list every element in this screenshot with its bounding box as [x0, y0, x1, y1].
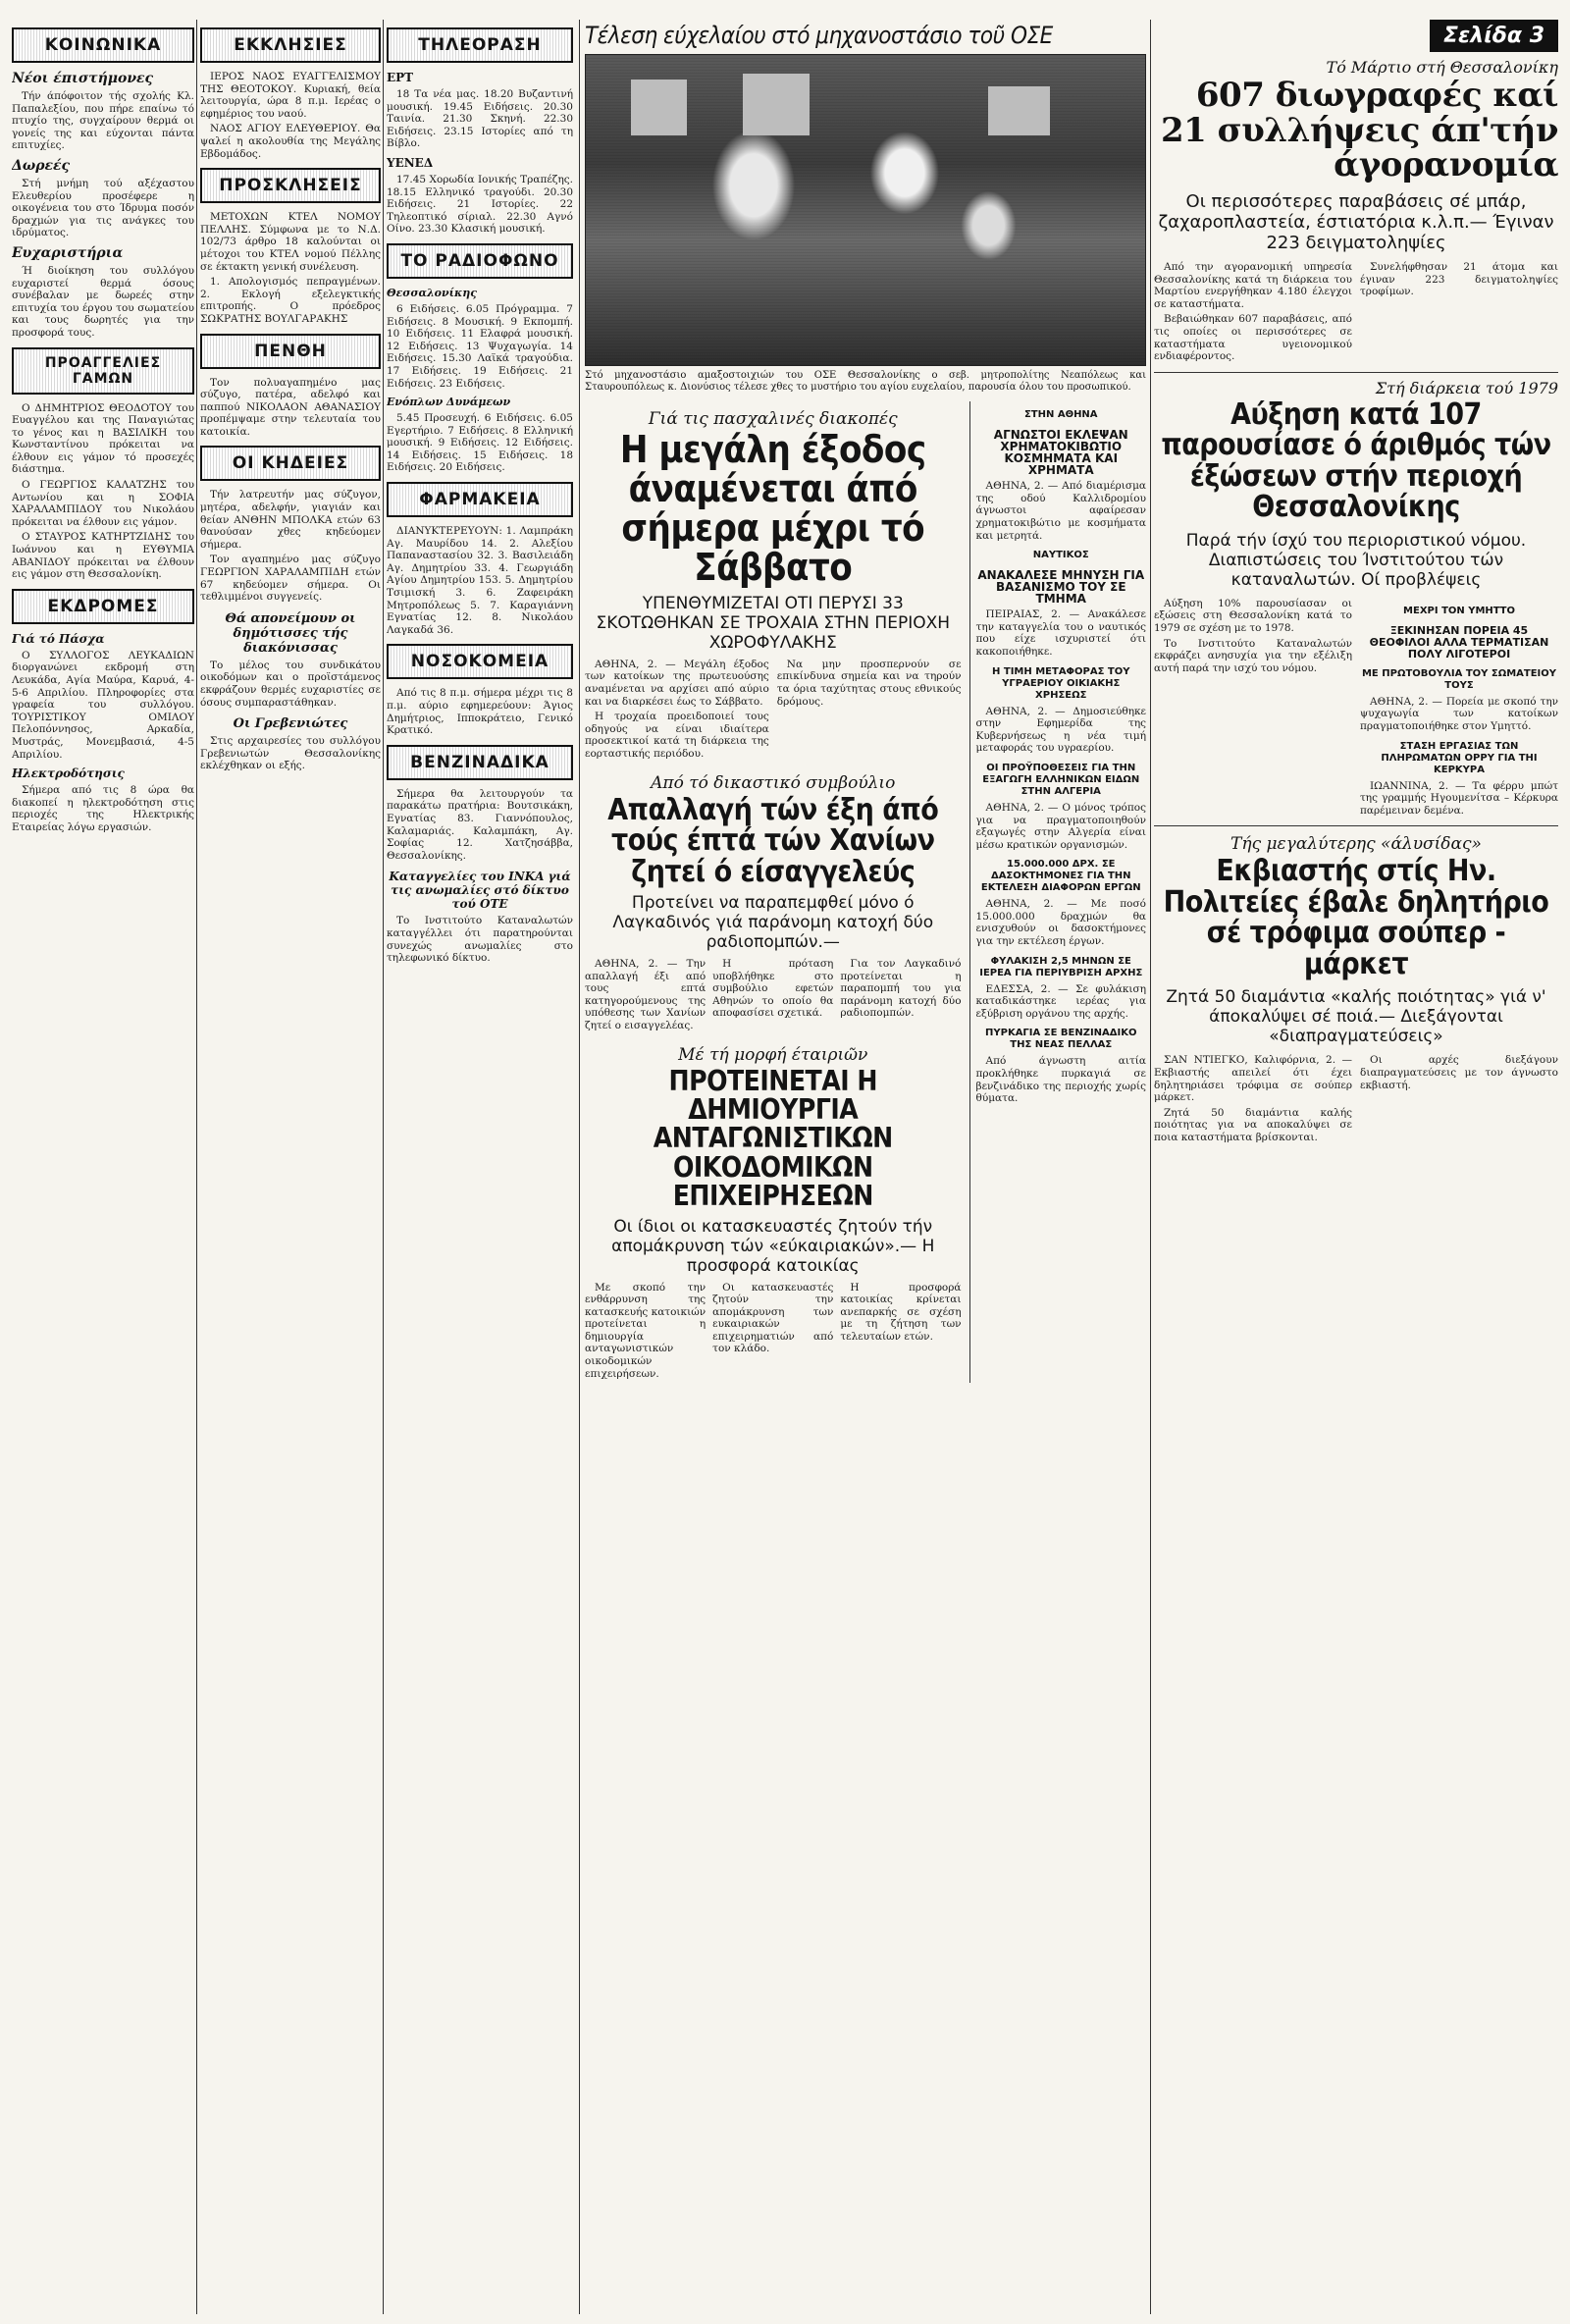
- article-body: Ή διοίκηση του συλλόγου ευχαριστεί θερμά όσους συνέβαλαν με δωρεές στην επιτυχία του έργου του σωματείου και τους δωρητές για την προσφορά τους.: [12, 264, 194, 339]
- kicker: Τό Μάρτιο στή Θεσσαλονίκη: [1326, 58, 1558, 77]
- subhead: Θά απονείμουν οι δημότισσες τής διακόνισσας: [225, 610, 356, 656]
- article-body: ΔΙΑΝΥΚΤΕΡΕΥΟΥΝ: 1. Λαμπράκη Αγ. Μαυρίδου 14. 2. Αλεξίου Παπαναστασίου 32. 3. Βασιλειάδη Αγ. Δημητρίου 33. 4. Γεωργιάδη Αγίου Δημητρίου 153. 5. Δημητρίου Τσιμισκή 3. 6. Ζαφειράκη Μητροπόλεως 5. 7. Καραγιάννη Εγνατίας 12. 8. Νικολάου Λαγκαδά 36.: [387, 525, 573, 636]
- article-body: ΑΘΗΝΑ, 2. — Από διαμέρισμα της οδού Καλλιδρομίου άγνωστοι αφαίρεσαν χρηματοκιβώτιο με κοσμήματα και μετρητά.: [975, 480, 1146, 542]
- article-body: ΣΑΝ ΝΤΙΕΓΚΟ, Καλιφόρνια, 2. — Εκβιαστής απειλεί ότι έχει δηλητηριάσει τρόφιμα σε σούπερ μάρκετ. Ζητά 50 διαμάντια καλής ποιότητας για να αποκαλύψει σε ποια καταστήματα βρίσκονται.: [1154, 1054, 1352, 1143]
- subhead: ΥΕΝΕΔ: [387, 155, 434, 170]
- article-body: Από την αγορανομική υπηρεσία Θεσσαλονίκης κατά τη διάρκεια του Μαρτίου ενεργήθηκαν 4.180 έλεγχοι σε καταστήματα. Βεβαιώθηκαν 607 παραβάσεις, από τις οποίες οι περισσότερες σε καταστήματα υγειονομικού ενδιαφέροντος.: [1154, 261, 1352, 363]
- article-body: 17.45 Χορωδία Ιονικής Τραπέζης. 18.15 Ελληνικό τραγούδι. 20.30 Ειδήσεις. 21 Ιστορίες. 22 Τηλεοπτικό σίριαλ. 22.30 Αγνό Οίνο. 23.30 Κλασική μουσική.: [387, 173, 573, 236]
- subhead: Οι Γρεβενιώτες: [233, 716, 348, 732]
- briefs-column: [969, 401, 1146, 1383]
- brief-headline: ΞΕΚΙΝΗΣΑΝ ΠΟΡΕΙΑ 45 ΘΕΟΦΙΛΟΙ ΑΛΛΑ ΤΕΡΜΑΤΙΣΑΝ ΠΟΛΥ ΛΙΓΟΤΕΡΟΙ: [1369, 623, 1549, 660]
- section-header-tv: ΤΗΛΕΟΡΑΣΗ: [387, 27, 573, 63]
- deck: Οι ίδιοι οι κατασκευαστές ζητούν τήν απομάκρυνση τών «εύκαιριακών».— Η προσφορά κατοικίας: [611, 1216, 935, 1276]
- column-tv-radio: [387, 20, 573, 2306]
- article-body: Η προσφορά κατοικίας κρίνεται ανεπαρκής σε σχέση με τη ζήτηση των τελευταίων ετών.: [840, 1281, 962, 1343]
- headline: Απαλλαγή τών έξη άπό τούς έπτά τών Χανίων ζητεί ό είσαγγελεύς: [607, 792, 939, 889]
- deck: Ζητά 50 διαμάντια «καλής ποιότητας» γιά ν' άποκαλύψει σέ ποιά.— Διεξάγονται «διαπραγματεύσεις»: [1166, 987, 1546, 1047]
- kicker: Στή διάρκεια τού 1979: [1375, 378, 1558, 397]
- article-body: Από τις 8 π.μ. σήμερα μέχρι τις 8 π.μ. αύριο εφημερεύουν: Άγιος Δημήτριος, Ιπποκράτειο, Γενικό Κρατικό.: [387, 687, 573, 737]
- headline: Αύξηση κατά 107 παρουσίασε ό άριθμός τών έξώσεων στήν περιοχή Θεσσαλονίκης: [1161, 396, 1551, 525]
- subhead: ΕΡΤ: [387, 71, 414, 84]
- article-body: Τήν λατρευτήν μας σύζυγον, μητέρα, αδελφήν, γιαγιάν και θείαν ΑΝΘΗΝ ΜΠΟΛΚΑ ετών 63 θανούσαν χθες κηδεύομεν σήμερα. Τον αγαπημένο μας σύζυγο ΓΕΩΡΓΙΟΝ ΧΑΡΑΛΑΜΠΙΔΗ ετών 67 κηδεύομεν σήμερα. Οι τεθλιμμένοι συγγενείς.: [200, 489, 381, 604]
- lead-story: [585, 401, 962, 1383]
- article-body: Τήν άπόφοιτον τής σχολής Κλ. Παπαλεξίου, που πήρε επαίνω τό πτυχίο της, συγχαίρουν θερμά οι γονείς της και εύχονται πάντα επιτυχίες.: [12, 90, 194, 152]
- article-body: Τον πολυαγαπημένο μας σύζυγο, πατέρα, αδελφό και παππού ΝΙΚΟΛΑΟΝ ΑΘΑΝΑΣΙΟΥ προπέμψαμε στην τελευταία του κατοικία.: [200, 376, 381, 438]
- deck: Παρά τήν ίσχύ του περιοριστικού νόμου. Διαπιστώσεις του Ίνστιτούτου τών καταναλωτών. Οί προβλέψεις: [1185, 530, 1527, 590]
- middle-row: [585, 401, 1146, 1383]
- article-body: Σήμερα θα λειτουργούν τα παρακάτω πρατήρια: Βουτσικάκη, Εγνατίας 83. Γιαννόπουλος, Καλαμαριάς. Καλαμπάκη, Αγ. Σοφίας 12. Χατζησάββα, Θεσσαλονίκης.: [387, 787, 573, 862]
- brief-headline: ΠΥΡΚΑΓΙΑ ΣΕ ΒΕΝΖΙΝΑΔΙΚΟ ΤΗΣ ΝΕΑΣ ΠΕΛΛΑΣ: [985, 1028, 1137, 1051]
- kicker: Τής μεγαλύτερης «άλυσίδας»: [1230, 834, 1482, 855]
- brief-headline: Η ΤΙΜΗ ΜΕΤΑΦΟΡΑΣ ΤΟΥ ΥΓΡΑΕΡΙΟΥ ΟΙΚΙΑΚΗΣ ΧΡΗΣΕΩΣ: [992, 665, 1130, 701]
- section-header-radio: ΤΟ ΡΑΔΙΟΦΩΝΟ: [387, 243, 573, 279]
- subhead: Ευχαριστήρια: [12, 244, 124, 261]
- kicker: Μέ τή μορφή έταιριῶν: [678, 1044, 868, 1065]
- story-columns: [1154, 1054, 1558, 1146]
- article-body: Στις αρχαιρεσίες του συλλόγου Γρεβενιωτών Θεσσαλονίκης εκλέχθηκαν οι εξής.: [200, 735, 381, 772]
- page-tag-wrap: [1154, 20, 1558, 52]
- subhead: Νέοι έπιστήμονες: [12, 71, 154, 86]
- article-body: Από άγνωστη αιτία προκλήθηκε πυρκαγιά σε βενζινάδικο της περιοχής χωρίς θύματα.: [975, 1055, 1146, 1105]
- top-row: [585, 54, 1146, 401]
- article-body: ΑΘΗΝΑ, 2. — Με ποσό 15.000.000 δραχμών θα ενισχυθούν οι δασοκτήμονες για την εκτέλεση έργων.: [975, 898, 1146, 948]
- column-rule: [196, 20, 197, 2314]
- brief-headline: ΣΤΑΣΗ ΕΡΓΑΣΙΑΣ ΤΩΝ ΠΛΗΡΩΜΑΤΩΝ ΟΡΡΥ ΓΙΑ ΤΗΙ ΚΕΡΚΥΡΑ: [1381, 740, 1538, 775]
- article-body: Το μέλος του συνδικάτου οικοδόμων και ο προϊστάμενος εκφράζουν θερμές ευχαριστίες σε όσους συμπαραστάθηκαν.: [200, 659, 381, 709]
- article-body: Ο ΣΥΛΛΟΓΟΣ ΛΕΥΚΑΔΙΩΝ διοργανώνει εκδρομή στη Λευκάδα, Αγία Μαύρα, Καρυά, 4-5-6 Απριλίου. Πληροφορίες στα γραφεία του συλλόγου. ΤΟΥΡΙΣΤΙΚΟΥ ΟΜΙΛΟΥ Πελοπόννησος, Αρκαδία, Μυστράς, Μονεμβασιά, 4-5 Απριλίου.: [12, 649, 194, 761]
- page-number: Σελίδα 3: [1430, 20, 1558, 52]
- article-body: 18 Τα νέα μας. 18.20 Βυζαντινή μουσική. 19.45 Ειδήσεις. 20.30 Ταινία. 21.30 Σκηνή. 22.30 Ειδήσεις. 23.15 Ιστορίες από τη Βίβλο.: [387, 88, 573, 150]
- brief-headline: 15.000.000 ΔΡΧ. ΣΕ ΔΑΣΟΚΤΗΜΟΝΕΣ ΓΙΑ ΤΗΝ ΕΚΤΕΛΕΣΗ ΔΙΑΦΟΡΩΝ ΕΡΓΩΝ: [980, 859, 1141, 894]
- brief-headline: ΑΓΝΩΣΤΟΙ ΕΚΛΕΨΑΝ ΧΡΗΜΑΤΟΚΙΒΩΤΙΟ ΚΟΣΜΗΜΑΤΑ ΚΑΙ ΧΡΗΜΑΤΑ: [993, 428, 1128, 478]
- article-body: ΜΕΤΟΧΩΝ ΚΤΕΛ ΝΟΜΟΥ ΠΕΛΛΗΣ. Σύμφωνα με το Ν.Δ. 102/73 άρθρο 18 καλούνται οι μέτοχοι του ΚΤΕΛ νομού Πέλλης σε έκτακτη γενική συνέλευση. 1. Απολογισμός πεπραγμένων. 2. Εκλογή εξελεγκτικής επιτροπής. Ο πρόεδρος ΣΩΚΡΑΤΗΣ ΒΟΥΛΓΑΡΑΚΗΣ: [200, 211, 381, 325]
- article-body: 5.45 Προσευχή. 6 Ειδήσεις. 6.05 Εγερτήριο. 7 Ειδήσεις. 8 Ελληνική μουσική. 9 Ειδήσεις. 12 Ειδήσεις. 14 Ειδήσεις. 15 Ειδήσεις. 18 Ειδήσεις. 20 Ειδήσεις.: [387, 412, 573, 474]
- section-header-pharmacies: ΦΑΡΜΑΚΕΙΑ: [387, 482, 573, 517]
- column-rule: [579, 20, 580, 2314]
- article-body: ΑΘΗΝΑ, 2. — Πορεία με σκοπό την ψυχαγωγία των κατοίκων πραγματοποιήθηκε στον Υμηττό.: [1360, 695, 1558, 732]
- column-center: [585, 24, 1146, 2310]
- section-header-invites: ΠΡΟΣΚΛΗΣΕΙΣ: [200, 168, 381, 203]
- sidebar-story: [1360, 598, 1558, 820]
- subhead: Καταγγελίες του ΙΝΚΑ γιά τις ανωμαλίες στό δίκτυο τού ΟΤΕ: [389, 870, 571, 912]
- brief-headline: ΑΝΑΚΑΛΕΣΕ ΜΗΝΥΣΗ ΓΙΑ ΒΑΣΑΝΙΣΜΟ ΤΟΥ ΣΕ ΤΜΗΜΑ: [977, 568, 1145, 607]
- brief-headline: ΟΙ ΠΡΟΫΠΟΘΕΣΕΙΣ ΓΙΑ ΤΗΝ ΕΞΑΓΩΓΗ ΕΛΛΗΝΙΚΩΝ ΕΙΔΩΝ ΣΤΗΝ ΑΛΓΕΡΙΑ: [982, 762, 1140, 797]
- headline: ΠΡΟΤΕΙΝΕΤΑΙ Η ΔΗΜΙΟΥΡΓΙΑ ΑΝΤΑΓΩΝΙΣΤΙΚΩΝ ΟΙΚΟΔΟΜΙΚΩΝ ΕΠΙΧΕΙΡΗΣΕΩΝ: [653, 1064, 893, 1213]
- column-rule: [1150, 20, 1151, 2314]
- article-body: ΙΕΡΟΣ ΝΑΟΣ ΕΥΑΓΓΕΛΙΣΜΟΥ ΤΗΣ ΘΕΟΤΟΚΟΥ. Κυριακή, θεία λειτουργία, ώρα 8 π.μ. Ιερέας ο εφημέριος του ναού. ΝΑΟΣ ΑΓΙΟΥ ΕΛΕΥΘΕΡΙΟΥ. Θα ψαλεί η ακολουθία της Μεγάλης Εβδομάδος.: [200, 71, 381, 160]
- deck: Προτείνει να παραπεμφθεί μόνο ό Λαγκαδινός γιά παράνομη κατοχή δύο ραδιοπομπών.—: [612, 893, 934, 952]
- article-body: Η πρόταση υποβλήθηκε στο συμβούλιο εφετών Αθηνών το οποίο θα αποφασίσει σχετικά.: [712, 958, 834, 1020]
- story-columns: [1154, 598, 1558, 820]
- kicker: Από τό δικαστικό συμβούλιο: [651, 772, 896, 793]
- article-body: Να μην προσπερνούν σε επικίνδυνα σημεία και να τηρούν τα όρια ταχύτητας στους εθνικούς δρόμους.: [776, 658, 962, 708]
- article-body: Οι αρχές διεξάγουν διαπραγματεύσεις με τον άγνωστο εκβιαστή.: [1360, 1054, 1558, 1091]
- article-body: ΕΔΕΣΣΑ, 2. — Σε φυλάκιση καταδικάστηκε ιερέας για εξύβριση οργάνου της αρχής.: [975, 982, 1146, 1020]
- article-body: ΑΘΗΝΑ, 2. — Την απαλλαγή έξι από τους επτά κατηγορούμενους της υπόθεσης των Χανίων ζητεί ο εισαγγελέας.: [585, 958, 706, 1031]
- article-body: Αύξηση 10% παρουσίασαν οι εξώσεις στη Θεσσαλονίκη κατά το 1979 σε σχέση με το 1978. Το Ινστιτούτο Καταναλωτών εκφράζει ανησυχία για την εξέλιξη αυτή παρά την ισχύ του νόμου.: [1154, 597, 1352, 674]
- section-header-mourning: ΠΕΝΘΗ: [200, 334, 381, 369]
- article-body: Στή μνήμη τού αξέχαστου Ελευθερίου προσέφερε η οικογένεια του στο Ίδρυμα ποσόν δραχμών για τις ανάγκες του ιδρύματος.: [12, 177, 194, 239]
- section-header-social: ΚΟΙΝΩΝΙΚΑ: [12, 27, 194, 63]
- subhead: Δωρεές: [12, 157, 71, 174]
- article-body: Σήμερα από τις 8 ώρα θα διακοπεί η ηλεκτροδότηση στις περιοχές της Ηλεκτρικής Εταιρείας λόγω εργασιών.: [12, 784, 194, 833]
- subhead: ΣΤΗΝ ΑΘΗΝΑ: [1023, 409, 1098, 421]
- headline: Εκβιαστής στίς Ην. Πολιτείες έβαλε δηλητήριο σέ τρόφιμα σούπερ - μάρκετ: [1163, 854, 1549, 981]
- headline: Η μεγάλη έξοδος άναμένεται άπό σήμερα μέχρι τό Σάββατο: [619, 428, 926, 589]
- column-rule: [383, 20, 384, 2314]
- story-columns: [1154, 261, 1558, 366]
- subhead: Ηλεκτροδότησις: [12, 766, 125, 781]
- subhead: ΜΕΧΡΙ ΤΟΝ ΥΜΗΤΤΟ: [1403, 605, 1515, 616]
- subhead: ΝΑΥΤΙΚΟΣ: [1032, 550, 1089, 561]
- subhead: Ενόπλων Δυνάμεων: [387, 396, 511, 409]
- article-body: ΑΘΗΝΑ, 2. — Ο μόνος τρόπος για να πραγματοποιηθούν εξαγωγές στην Αλγερία είναι μέσω κρατικών οργανισμών.: [975, 801, 1146, 851]
- article-body: ΙΩΑΝΝΙΝΑ, 2. — Τα φέρρυ μπώτ της γραμμής Ηγουμενίτσα – Κέρκυρα παρέμειναν δεμένα.: [1360, 779, 1558, 817]
- column-right: [1154, 20, 1558, 2306]
- section-header-church: ΕΚΚΛΗΣΙΕΣ: [200, 27, 381, 63]
- article-body: Οι κατασκευαστές ζητούν την απομάκρυνση των ευκαιριακών επιχειρηματιών από τον κλάδο.: [712, 1281, 834, 1355]
- photo-block: [585, 54, 1146, 401]
- article-body: Το Ινστιτούτο Καταναλωτών καταγγέλλει ότι παρατηρούνται συνεχώς ανωμαλίες στο τηλεφωνικό δίκτυο.: [387, 915, 573, 965]
- story-columns: [585, 659, 962, 764]
- section-header-fuel: ΒΕΝΖΙΝΑΔΙΚΑ: [387, 745, 573, 780]
- article-body: Με σκοπό την ενθάρρυνση της κατασκευής κατοικιών προτείνεται η δημιουργία ανταγωνιστικών οικοδομικών επιχειρήσεων.: [585, 1281, 706, 1380]
- brief-headline: ΦΥΛΑΚΙΣΗ 2,5 ΜΗΝΩΝ ΣΕ ΙΕΡΕΑ ΓΙΑ ΠΕΡΙΥΒΡΙΣΗ ΑΡΧΗΣ: [979, 955, 1143, 978]
- article-body: Ο ΔΗΜΗΤΡΙΟΣ ΘΕΟΔΟΤΟΥ του Ευαγγέλου και της Παναγιώτας το γένος και η ΒΑΣΙΛΙΚΗ του Κωνσταντίνου πρόκειται να έλθουν εις γάμον τό προσεχές διάστημα. Ο ΓΕΩΡΓΙΟΣ ΚΑΛΑΤΖΗΣ του Αντωνίου και η ΣΟΦΙΑ ΧΑΡΑΛΑΜΠΙΔΟΥ του Νικολάου πρόκειται να έλθουν εις γάμον. Ο ΣΤΑΥΡΟΣ ΚΑΤΗΡΤΖΙΔΗΣ του Ιωάννου και η ΕΥΘΥΜΙΑ ΑΒΑΝΙΔΟΥ πρόκειται να έλθουν εις γάμον στη Θεσσαλονίκη.: [12, 401, 194, 581]
- section-header-weddings: ΠΡΟΑΓΓΕΛΙΕΣ ΓΑΜΩΝ: [12, 347, 194, 395]
- section-header-trips: ΕΚΔΡΟΜΕΣ: [12, 589, 194, 624]
- photo-headline: Τέλεση εύχελαίου στό μηχανοστάσιο τοῦ ΟΣΕ: [585, 24, 1053, 49]
- news-photo: [585, 54, 1146, 366]
- section-header-funerals: ΟΙ ΚΗΔΕΙΕΣ: [200, 446, 381, 481]
- subhead: Γιά τό Πάσχα: [12, 631, 105, 646]
- article-body: ΑΘΗΝΑ, 2. — Μεγάλη έξοδος των κατοίκων της πρωτευούσης αναμένεται να αρχίσει από αύριο και να διαρκέσει έως το Σάββατο. Η τροχαία προειδοποιεί τους οδηγούς να είναι ιδιαίτερα προσεκτικοί κατά τη διάρκεια της εορταστικής περιόδου.: [585, 658, 769, 760]
- subhead: Θεσσαλονίκης: [387, 286, 477, 299]
- headline: 607 διωγραφές καί 21 συλλήψεις άπ'τήν άγορανομία: [1160, 76, 1558, 185]
- section-header-hospitals: ΝΟΣΟΚΟΜΕΙΑ: [387, 644, 573, 679]
- article-body: ΑΘΗΝΑ, 2. — Δημοσιεύθηκε στην Εφημερίδα της Κυβερνήσεως η νέα τιμή μεταφοράς του υγραερίου.: [975, 705, 1146, 755]
- article-body: ΠΕΙΡΑΙΑΣ, 2. — Ανακάλεσε την καταγγελία του ο ναυτικός που είχε ισχυριστεί ότι κακοποιήθηκε.: [975, 608, 1146, 658]
- deck: Οι περισσότερες παραβάσεις σέ μπάρ, ζαχαροπλαστεία, έστιατόρια κ.λ.π.— Έγιναν 223 δειγματοληψίες: [1158, 191, 1554, 254]
- subhead: ΜΕ ΠΡΩΤΟΒΟΥΛΙΑ ΤΟΥ ΣΩΜΑΤΕΙΟΥ ΤΟΥΣ: [1361, 667, 1556, 691]
- column-social: [12, 20, 194, 2306]
- column-church: [200, 20, 381, 2306]
- kicker: Γιά τις πασχαλινές διακοπές: [648, 409, 898, 430]
- story-columns: [585, 958, 962, 1035]
- story-columns: [585, 1282, 962, 1384]
- deck: ΥΠΕΝΘΥΜΙΖΕΤΑΙ ΟΤΙ ΠΕΡΥΣΙ 33 ΣΚΟΤΩΘΗΚΑΝ ΣΕ ΤΡΟΧΑΙΑ ΣΤΗΝ ΠΕΡΙΟΧΗ ΧΩΡΟΦΥΛΑΚΗΣ: [596, 593, 951, 653]
- article-body: 6 Ειδήσεις. 6.05 Πρόγραμμα. 7 Ειδήσεις. 8 Μουσική. 9 Εκπομπή. 10 Ειδήσεις. 11 Ελαφρά μουσική. 12 Ειδήσεις. 13 Ψυχαγωγία. 14 Ειδήσεις. 15.30 Λαϊκά τραγούδια. 17 Ειδήσεις. 19 Ειδήσεις. 21 Ειδήσεις. 23 Ειδήσεις.: [387, 302, 573, 390]
- article-body: Για τον Λαγκαδινό προτείνεται η παραπομπή του για παράνομη κατοχή δύο ραδιοπομπών.: [840, 958, 962, 1020]
- article-body: Συνελήφθησαν 21 άτομα και έγιναν 223 δειγματοληψίες τροφίμων.: [1360, 261, 1558, 298]
- photo-caption: Στό μηχανοστάσιο αμαξοστοιχιών του ΟΣΕ Θεσσαλονίκης ο σεβ. μητροπολίτης Νεαπόλεως και Σταυρουπόλεως κ. Διονύσιος τέλεσε χθες το μυστήριο του αγίου ευχελαίου, παρουσία όλου του προσωπικού.: [585, 370, 1146, 394]
